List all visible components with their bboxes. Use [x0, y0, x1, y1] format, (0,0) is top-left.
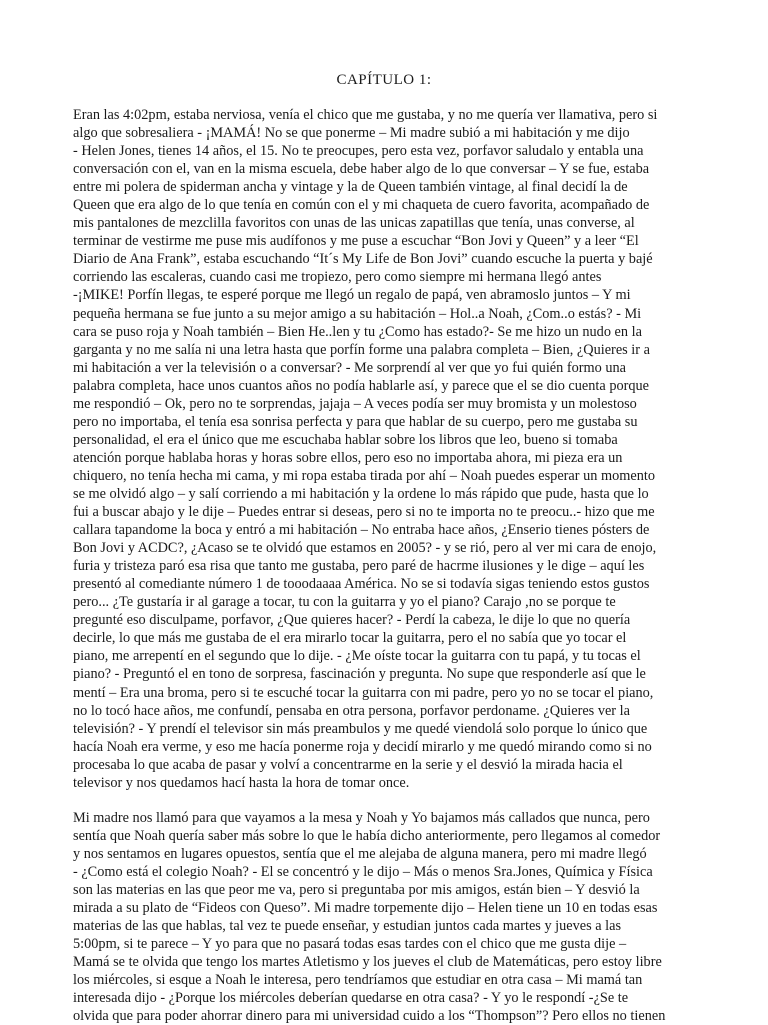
paragraph — [73, 106, 693, 792]
text-line: terminar de vestirme me puse mis audífonos y me puse a escuchar “Bon Jovi y Queen” y a leer “El — [73, 233, 639, 250]
chapter-title: CAPÍTULO 1: — [336, 72, 432, 88]
text-line: chiquero, no tenía hecha mi cama, y mi ropa estaba tirada por ahí – Noah puedes esperar un momento — [73, 467, 655, 484]
text-line: no lo tocó hace años, me confundí, pensaba en otra persona, porfavor perdoname. ¿Quieres ver la — [73, 702, 630, 719]
paragraph — [73, 809, 693, 1025]
text-line: Queen que era algo de lo que tenía en común con el y mi chaqueta de cuero favorita, acompañado de — [73, 197, 650, 214]
text-line: pero no importaba, el tenía esa sonrisa perfecta y para que hablar de su cuerpo, pero me gustaba su — [73, 413, 638, 430]
text-line: furia y tristeza paró esa risa que tanto me gustaba, pero paré de hacrme ilusiones y le dige – aquí les — [73, 558, 645, 575]
text-line: pequeña hermana se fue junto a su mejor amigo a su habitación – Hol..a Noah, ¿Com..o estás? - Mi — [73, 305, 642, 322]
text-line: callara tapandome la boca y entró a mi habitación – No entraba hace años, ¿Enserio tienes pósters de — [73, 522, 650, 539]
text-line: pero... ¿Te gustaría ir al garage a tocar, tu con la guitarra y yo el piano? Carajo ,no se porque te — [73, 594, 616, 611]
text-line: materias de las que hablas, tal vez te puede enseñar, y estudian juntos cada martes y jueves a las — [73, 918, 622, 935]
text-line: piano? - Preguntó el en tono de sorpresa, fascinación y pregunta. No supe que responderle así que le — [73, 666, 646, 683]
text-line: televisor y nos quedamos hací hasta la hora de tomar once. — [73, 774, 410, 791]
text-line: palabra completa, hace unos cuantos años no podía hablarle así, y parece que el se dio cuenta porque — [73, 377, 650, 394]
text-line: 5:00pm, si te parece – Y yo para que no pasará todas esas tardes con el chico que me gusta dije – — [73, 936, 627, 953]
text-line: televisión? - Y prendí el televisor sin más preambulos y me quedé viendolá solo porque lo único que — [73, 720, 648, 737]
text-line: mentí – Era una broma, pero si te escuché tocar la guitarra con mi padre, pero yo no se tocar el piano, — [73, 684, 654, 701]
text-line: me respondió – Ok, pero no te sorprendas, jajaja – A veces podía ser muy bromista y un molestoso — [73, 395, 637, 412]
text-line: mirada a su plato de “Fideos con Queso”. Mi madre torpemente dijo – Helen tiene un 10 en todas esas — [73, 900, 658, 917]
text-line: fui a buscar abajo y le dije – Puedes entrar si deseas, pero si no te importa no te preocu..- hizo que me — [73, 504, 655, 521]
text-line: Mi madre nos llamó para que vayamos a la mesa y Noah y Yo bajamos más callados que nunca, pero — [73, 809, 650, 826]
text-line: olvida que para poder ahorrar dinero para mi universidad cuido a los “Thompson”? Pero ellos no tienen — [73, 1008, 666, 1025]
text-line: mi habitación a ver la televisión o a conversar? - Me sorprendí al ver que yo fui quién formo una — [73, 359, 627, 376]
text-line: entre mi polera de spiderman ancha y vintage y la de Queen también vintage, al final decidí la de — [73, 179, 628, 196]
text-line: Mamá se te olvida que tengo los martes Atletismo y los jueves el club de Matemáticas, pero estoy libre — [73, 954, 662, 971]
text-line: Diario de Ana Frank”, estaba escuchando “It´s My Life de Bon Jovi” cuando escuche la puerta y bajé — [73, 251, 653, 268]
text-line: presentó al comediante número 1 de tooodaaaa América. No se si todavía sigas teniendo estos gustos — [73, 576, 650, 593]
text-line: Eran las 4:02pm, estaba nerviosa, venía el chico que me gustaba, y no me quería ver llamativa, pero si — [73, 107, 658, 123]
text-line: atención porque hablaba horas y horas sobre ellos, pero eso no importaba ahora, mi pieza era un — [73, 449, 623, 466]
text-line: sentía que Noah quería saber más sobre lo que le había dicho anteriormente, pero llegamos al comedor — [73, 827, 661, 844]
text-line: se me olvidó algo – y salí corriendo a mi habitación y la ordene lo más rápido que pude, hasta que lo — [73, 485, 649, 502]
text-line: -¡MIKE! Porfín llegas, te esperé porque me llegó un regalo de papá, ven abramoslo juntos – Y mi — [73, 287, 631, 304]
text-line: cara se puso roja y Noah también – Bien He..len y tu ¿Como has estado?- Se me hizo un nudo en la — [73, 323, 642, 340]
chapter-body — [73, 106, 693, 1025]
text-line: mis pantalones de mezclilla favoritos con unas de las unicas zapatillas que tenía, unas converse, al — [73, 215, 635, 232]
text-line: son las materias en las que peor me va, pero si preguntaba por mis amigos, están bien – Y desvió la — [73, 881, 640, 898]
text-line: piano, me arrepentí en el segundo que lo dije. - ¿Me oíste tocar la guitarra con tu papá, y tu tocas el — [73, 648, 641, 665]
text-line: hacía Noah era verme, y eso me hacía ponerme roja y decidí mirarlo y me quedó mirando como si no — [73, 738, 652, 755]
text-line: interesada dijo - ¿Porque los miércoles deberían quedarse en otra casa? - Y yo le respondí -¿Se te — [73, 990, 629, 1007]
text-line: garganta y no me salía ni una letra hasta que porfín forme una palabra completa – Bien, ¿Quieres ir a — [73, 341, 650, 358]
paragraph-gap — [73, 792, 693, 809]
text-line: - Helen Jones, tienes 14 años, el 15. No te preocupes, pero esta vez, porfavor saludalo y entabla una — [73, 143, 644, 160]
text-line: Bon Jovi y ACDC?, ¿Acaso se te olvidó que estamos en 2005? - y se rió, pero al ver mi cara de enojo, — [73, 540, 657, 557]
text-line: - ¿Como está el colegio Noah? - El se concentró y le dijo – Más o menos Sra.Jones, Química y Física — [73, 863, 653, 880]
text-line: pregunté eso disculpame, porfavor, ¿Que quieres hacer? - Perdí la cabeza, le dije lo que no quería — [73, 612, 631, 629]
text-line: algo que sobresaliera - ¡MAMÁ! No se que ponerme – Mi madre subió a mi habitación y me dijo — [73, 125, 630, 142]
text-line: los miércoles, si esque a Noah le interesa, pero tendríamos que estudiar en otra casa – Mi mamá tan — [73, 972, 643, 989]
text-line: decirle, lo que más me gustaba de el era mirarlo tocar la guitarra, pero el no sabía que yo tocar el — [73, 630, 627, 647]
text-line: personalidad, el era el único que me escuchaba hablar sobre los libros que leo, bueno si tomaba — [73, 431, 618, 448]
text-line: y nos sentamos en lugares opuestos, sentía que el me alejaba de alguna manera, pero mi madre llegó — [73, 845, 647, 862]
text-line: procesaba lo que acaba de pasar y volví a concentrarme en la serie y el desvió la mirada hacia el — [73, 756, 623, 773]
text-line: conversación con el, van en la misma escuela, debe haber algo de lo que conversar – Y se fue, estaba — [73, 161, 650, 178]
text-line: corriendo las escaleras, cuando casi me tropiezo, pero como siempre mi hermana llegó antes — [73, 269, 602, 286]
